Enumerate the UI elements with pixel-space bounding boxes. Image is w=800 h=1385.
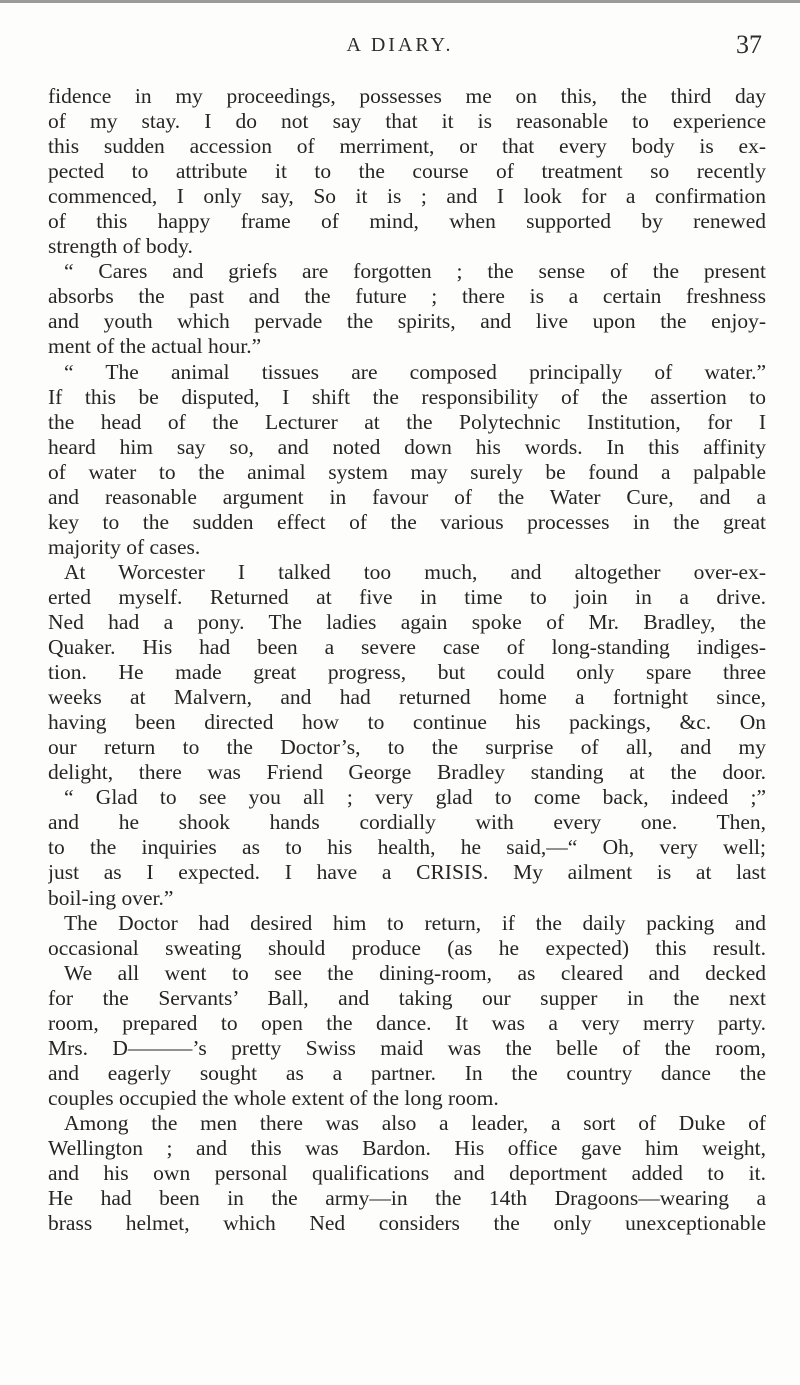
text-line: couples occupied the whole extent of the long room. (48, 1085, 499, 1110)
text-line: and his own personal qualifications and deportment added to it. (48, 1161, 766, 1186)
text-line: occasional sweating should produce (as he expected) this result. (48, 935, 766, 960)
text-line: boil-ing over.” (48, 885, 174, 910)
text-line: for the Servants’ Ball, and taking our supper in the next (48, 985, 766, 1010)
text-line: of this happy frame of mind, when supported by renewed (48, 209, 766, 234)
running-head (0, 30, 800, 70)
text-line: “ Cares and griefs are forgotten ; the sense of the present (64, 259, 766, 284)
text-line: Quaker. His had been a severe case of long-standing indiges- (48, 635, 766, 660)
text-line: brass helmet, which Ned considers the only unexceptionable (48, 1211, 766, 1236)
text-line: The Doctor had desired him to return, if the daily packing and (64, 910, 766, 935)
text-line: strength of body. (48, 234, 193, 259)
text-line: ment of the actual hour.” (48, 334, 262, 359)
top-edge-rule (0, 0, 800, 3)
text-line: room, prepared to open the dance. It was a very merry party. (48, 1010, 766, 1035)
text-line: We all went to see the dining-room, as cleared and decked (64, 960, 766, 985)
text-line: commenced, I only say, So it is ; and I look for a confirmation (48, 184, 766, 209)
text-line: and youth which pervade the spirits, and live upon the enjoy- (48, 309, 766, 334)
text-line: tion. He made great progress, but could only spare three (48, 660, 766, 685)
text-line: to the inquiries as to his health, he said,—“ Oh, very well; (48, 835, 766, 860)
text-line: majority of cases. (48, 534, 201, 559)
text-line: At Worcester I talked too much, and altogether over-ex- (64, 559, 766, 584)
text-line: key to the sudden effect of the various processes in the great (48, 509, 766, 534)
text-line: “ Glad to see you all ; very glad to come back, indeed ;” (64, 785, 766, 810)
text-line: delight, there was Friend George Bradley standing at the door. (48, 760, 766, 785)
text-line: this sudden accession of merriment, or that every body is ex- (48, 134, 766, 159)
running-title: A DIARY. (346, 34, 454, 56)
text-line: Among the men there was also a leader, a sort of Duke of (64, 1110, 766, 1135)
text-line: heard him say so, and noted down his words. In this affinity (48, 434, 766, 459)
text-line: absorbs the past and the future ; there is a certain freshness (48, 284, 766, 309)
text-line: and he shook hands cordially with every one. Then, (48, 810, 766, 835)
text-line: of my stay. I do not say that it is reasonable to experience (48, 109, 766, 134)
text-line: weeks at Malvern, and had returned home a fortnight since, (48, 685, 766, 710)
text-line: “ The animal tissues are composed principally of water.” (64, 359, 766, 384)
text-line: the head of the Lecturer at the Polytechnic Institution, for I (48, 409, 766, 434)
body-text (48, 84, 766, 1236)
text-line: and reasonable argument in favour of the Water Cure, and a (48, 484, 766, 509)
text-line: and eagerly sought as a partner. In the country dance the (48, 1060, 766, 1085)
text-line: Mrs. D———’s pretty Swiss maid was the belle of the room, (48, 1035, 766, 1060)
text-line: just as I expected. I have a CRISIS. My ailment is at last (48, 860, 766, 885)
text-line: pected to attribute it to the course of treatment so recently (48, 159, 766, 184)
text-line: of water to the animal system may surely be found a palpable (48, 459, 766, 484)
text-line: Wellington ; and this was Bardon. His office gave him weight, (48, 1135, 766, 1160)
page-number: 37 (736, 30, 762, 59)
text-line: Ned had a pony. The ladies again spoke of Mr. Bradley, the (48, 609, 766, 634)
text-line: He had been in the army—in the 14th Dragoons—wearing a (48, 1186, 766, 1211)
text-line: having been directed how to continue his packings, &c. On (48, 710, 766, 735)
text-line: erted myself. Returned at five in time to join in a drive. (48, 584, 766, 609)
text-line: our return to the Doctor’s, to the surprise of all, and my (48, 735, 766, 760)
text-line: fidence in my proceedings, possesses me on this, the third day (48, 84, 766, 108)
text-line: If this be disputed, I shift the responsibility of the assertion to (48, 384, 766, 409)
